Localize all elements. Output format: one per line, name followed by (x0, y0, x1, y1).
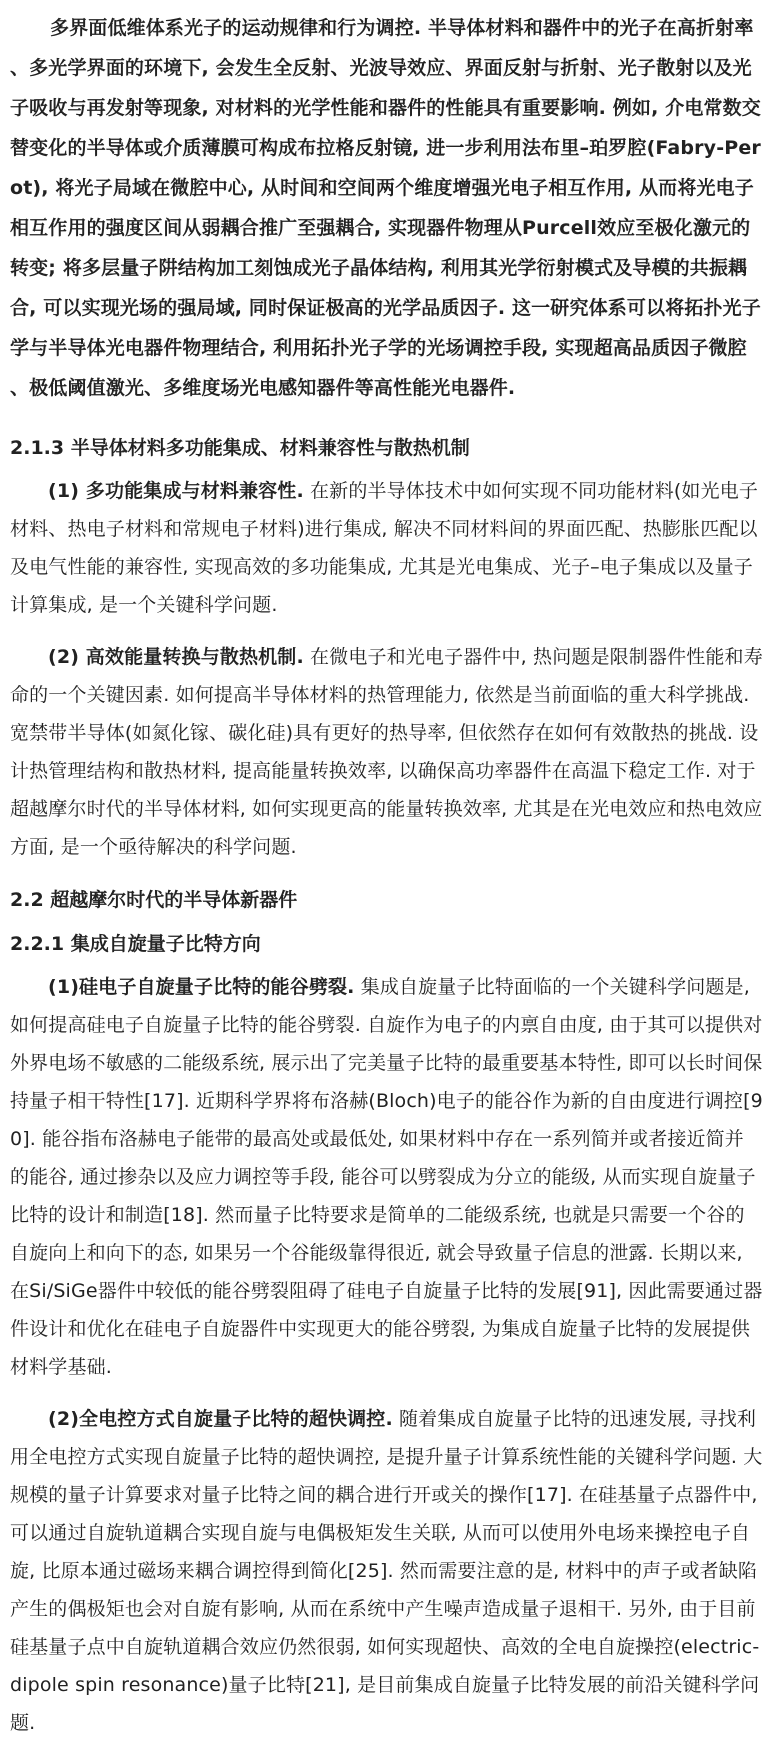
paragraph-lead-text: (2)全电控方式自旋量子比特的超快调控. (48, 1408, 393, 1430)
intro-paragraph: 多界面低维体系光子的运动规律和行为调控. 半导体材料和器件中的光子在高折射率、多光学界面的环境下, 会发生全反射、光波导效应、界面反射与折射、光子散射以及光子吸收与再发射等现象, 对材料的光学性能和器件的性能具有重要影响. 例如, 介电常数交替变化的半导体或介质薄膜可构成布拉格反射镜, 进一步利用法布里–珀罗腔(Fabry-Perot), 将光子局域在微腔中心, 从时间和空间两个维度增强光电子相互作用, 从而将光电子相互作用的强度区间从弱耦合推广至强耦合, 实现器件物理从Purcell效应至极化激元的转变; 将多层量子阱结构加工刻蚀成光子晶体结构, 利用其光学衍射模式及导模的共振耦合, 可以实现光场的强局域, 同时保证极高的光学品质因子. 这一研究体系可以将拓扑光子学与半导体光电器件物理结合, 利用拓扑光子学的光场调控手段, 实现超高品质因子微腔、极低阈值激光、多维度场光电感知器件等高性能光电器件. (10, 17, 761, 399)
section-heading-2-2: 2.2 超越摩尔时代的半导体新器件 (10, 889, 298, 911)
paragraph-multifunction-integration (10, 472, 763, 624)
paragraph-energy-conversion-heat (10, 638, 763, 866)
paragraph-body-text: 在新的半导体技术中如何实现不同功能材料(如光电子材料、热电子材料和常规电子材料)进行集成, 解决不同材料间的界面匹配、热膨胀匹配以及电气性能的兼容性, 实现高效的多功能集成, 尤其是光电集成、光子–电子集成以及量子计算集成, 是一个关键科学问题. (10, 480, 759, 616)
paragraph-body-text: 在微电子和光电子器件中, 热问题是限制器件性能和寿命的一个关键因素. 如何提高半导体材料的热管理能力, 依然是当前面临的重大科学挑战. 宽禁带半导体(如氮化镓、碳化硅)具有更好的热导率, 但依然存在如何有效散热的挑战. 设计热管理结构和散热材料, 提高能量转换效率, 以确保高功率器件在高温下稳定工作. 对于超越摩尔时代的半导体材料, 如何实现更高的能量转换效率, 尤其是在光电效应和热电效应方面, 是一个亟待解决的科学问题. (10, 646, 763, 858)
section-heading-2-2-1: 2.2.1 集成自旋量子比特方向 (10, 933, 261, 955)
paragraph-electric-control (10, 1400, 763, 1742)
paragraph-body-text: 随着集成自旋量子比特的迅速发展, 寻找利用全电控方式实现自旋量子比特的超快调控, 是提升量子计算系统性能的关键科学问题. 大规模的量子计算要求对量子比特之间的耦合进行开或关的操作[17]. 在硅基量子点器件中, 可以通过自旋轨道耦合实现自旋与电偶极矩发生关联, 从而可以使用外电场来操控电子自旋, 比原本通过磁场来耦合调控得到简化[25]. 然而需要注意的是, 材料中的声子或者缺陷产生的偶极矩也会对自旋有影响, 从而在系统中产生噪声造成量子退相干. 另外, 由于目前硅基量子点中自旋轨道耦合效应仍然很弱, 如何实现超快、高效的全电自旋操控(electric-dipole spin resonance)量子比特[21], 是目前集成自旋量子比特发展的前沿关键科学问题. (10, 1408, 763, 1734)
section-heading-2-1-3: 2.1.3 半导体材料多功能集成、材料兼容性与散热机制 (10, 437, 470, 459)
paragraph-lead-text: (1)硅电子自旋量子比特的能谷劈裂. (48, 976, 355, 998)
paragraph-lead-text: (2) 高效能量转换与散热机制. (48, 646, 304, 668)
paragraph-valley-splitting (10, 968, 763, 1386)
paragraph-lead-text: (1) 多功能集成与材料兼容性. (48, 480, 304, 502)
paragraph-body-text: 集成自旋量子比特面临的一个关键科学问题是,如何提高硅电子自旋量子比特的能谷劈裂. 自旋作为电子的内禀自由度, 由于其可以提供对外界电场不敏感的二能级系统, 展示出了完美量子比特的最重要基本特性, 即可以长时间保持量子相干特性[17]. 近期科学界将布洛赫(Bloch)电子的能谷作为新的自由度进行调控[90]. 能谷指布洛赫电子能带的最高处或最低处, 如果材料中存在一系列简并或者接近简并的能谷, 通过掺杂以及应力调控等手段, 能谷可以劈裂成为分立的能级, 从而实现自旋量子比特的设计和制造[18]. 然而量子比特要求是简单的二能级系统, 也就是只需要一个谷的自旋向上和向下的态, 如果另一个谷能级靠得很近, 就会导致量子信息的泄露. 长期以来, 在Si/SiGe器件中较低的能谷劈裂阻碍了硅电子自旋量子比特的发展[91], 因此需要通过器件设计和优化在硅电子自旋器件中实现更大的能谷劈裂, 为集成自旋量子比特的发展提供材料学基础. (10, 976, 763, 1378)
